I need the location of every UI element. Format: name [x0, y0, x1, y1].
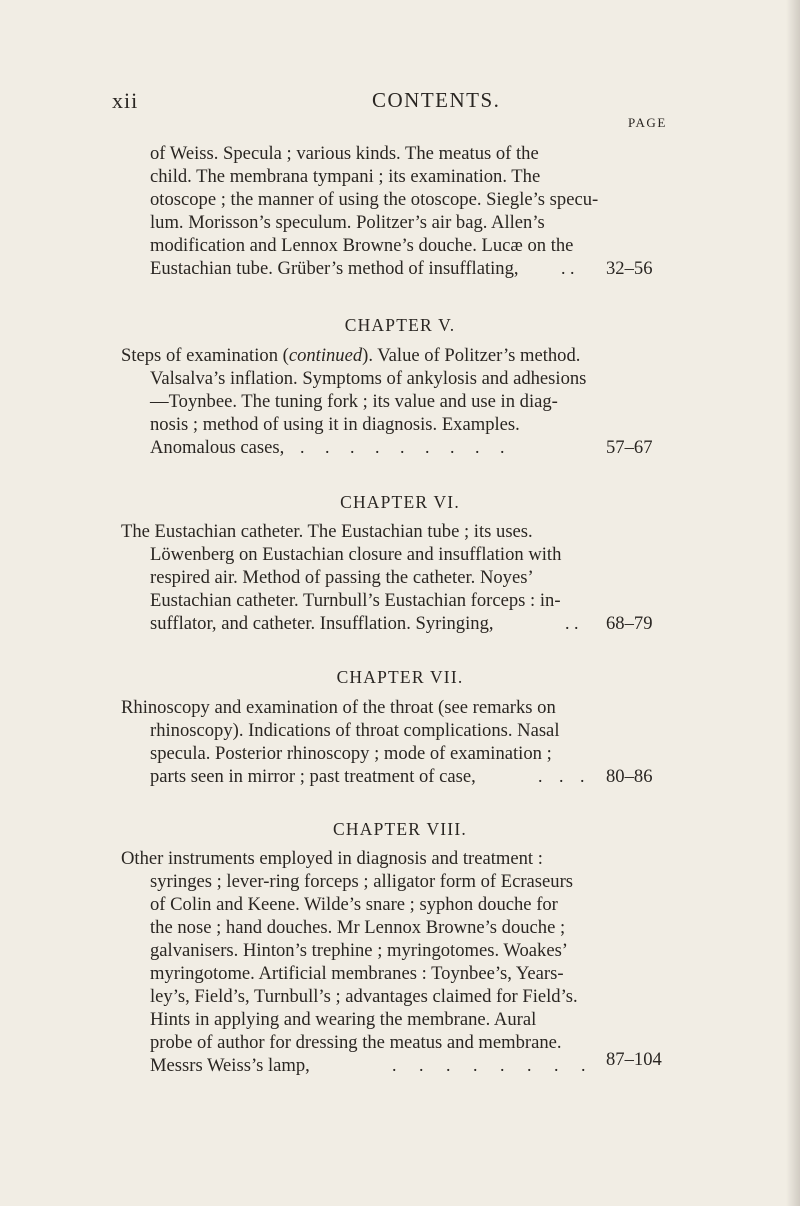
entry-line: the nose ; hand douches. Mr Lennox Browne’s douche ;: [150, 917, 566, 938]
entry-line: galvanisers. Hinton’s trephine ; myringotomes. Woakes’: [150, 940, 568, 961]
chapter-heading: CHAPTER VI.: [340, 492, 460, 512]
entry-line: Valsalva’s inflation. Symptoms of ankylosis and adhesions: [150, 368, 587, 389]
entry-line: probe of author for dressing the meatus and membrane.: [150, 1032, 562, 1053]
entry-line: lum. Morisson’s speculum. Politzer’s air bag. Allen’s: [150, 212, 545, 233]
chapter-heading: CHAPTER VIII.: [333, 819, 467, 839]
entry-line: The Eustachian catheter. The Eustachian tube ; its uses.: [121, 521, 533, 542]
page-edge-shadow: [786, 0, 800, 1206]
entry-line: of Colin and Keene. Wilde’s snare ; syphon douche for: [150, 894, 558, 915]
dot-leader: . .: [565, 613, 579, 633]
page-column-label: PAGE: [628, 115, 667, 130]
entry-line: modification and Lennox Browne’s douche. Lucæ on the: [150, 235, 574, 256]
entry-line: Steps of examination (continued). Value of Politzer’s method.: [121, 345, 581, 366]
entry-line: Eustachian catheter. Turnbull’s Eustachian forceps : in-: [150, 590, 561, 611]
page-range: 32–56: [606, 258, 653, 279]
page-range: 87–104: [606, 1049, 662, 1070]
entry-line: —Toynbee. The tuning fork ; its value and use in diag-: [150, 391, 558, 412]
dot-leader: . .: [561, 258, 575, 278]
page-range: 80–86: [606, 766, 653, 787]
dot-leader: . . .: [538, 766, 591, 786]
entry-line: Hints in applying and wearing the membrane. Aural: [150, 1009, 537, 1030]
entry-line: sufflator, and catheter. Insufflation. Syringing,: [150, 613, 494, 634]
entry-line: Rhinoscopy and examination of the throat (see remarks on: [121, 697, 556, 718]
entry-line: Eustachian tube. Grüber’s method of insufflating,: [150, 258, 519, 279]
entry-line: of Weiss. Specula ; various kinds. The meatus of the: [150, 143, 539, 164]
entry-line: otoscope ; the manner of using the otoscope. Siegle’s specu-: [150, 189, 599, 210]
entry-line: child. The membrana tympani ; its examination. The: [150, 166, 541, 187]
page-range: 57–67: [606, 437, 653, 458]
entry-line: Anomalous cases,: [150, 437, 285, 458]
entry-line: syringes ; lever-ring forceps ; alligator form of Ecraseurs: [150, 871, 573, 892]
page-range: 68–79: [606, 613, 653, 634]
dot-leader: . . . . . . . .: [392, 1055, 595, 1075]
entry-line: nosis ; method of using it in diagnosis. Examples.: [150, 414, 520, 435]
entry-line: respired air. Method of passing the catheter. Noyes’: [150, 567, 534, 588]
entry-line: rhinoscopy). Indications of throat complications. Nasal: [150, 720, 560, 741]
running-title: CONTENTS.: [372, 88, 501, 112]
entry-line: myringotome. Artificial membranes : Toynbee’s, Years-: [150, 963, 564, 984]
entry-line: Messrs Weiss’s lamp,: [150, 1055, 310, 1076]
dot-leader: . . . . . . . . .: [300, 437, 513, 457]
page-number: xii: [112, 88, 139, 113]
chapter-heading: CHAPTER VII.: [336, 667, 464, 687]
entry-line: parts seen in mirror ; past treatment of case,: [150, 766, 476, 787]
entry-line: specula. Posterior rhinoscopy ; mode of examination ;: [150, 743, 552, 764]
page-header: [0, 88, 800, 118]
entry-line: ley’s, Field’s, Turnbull’s ; advantages claimed for Field’s.: [150, 986, 578, 1007]
chapter-heading: CHAPTER V.: [344, 315, 456, 335]
entry-line: Löwenberg on Eustachian closure and insufflation with: [150, 544, 562, 565]
entry-line: Other instruments employed in diagnosis and treatment :: [121, 848, 543, 869]
